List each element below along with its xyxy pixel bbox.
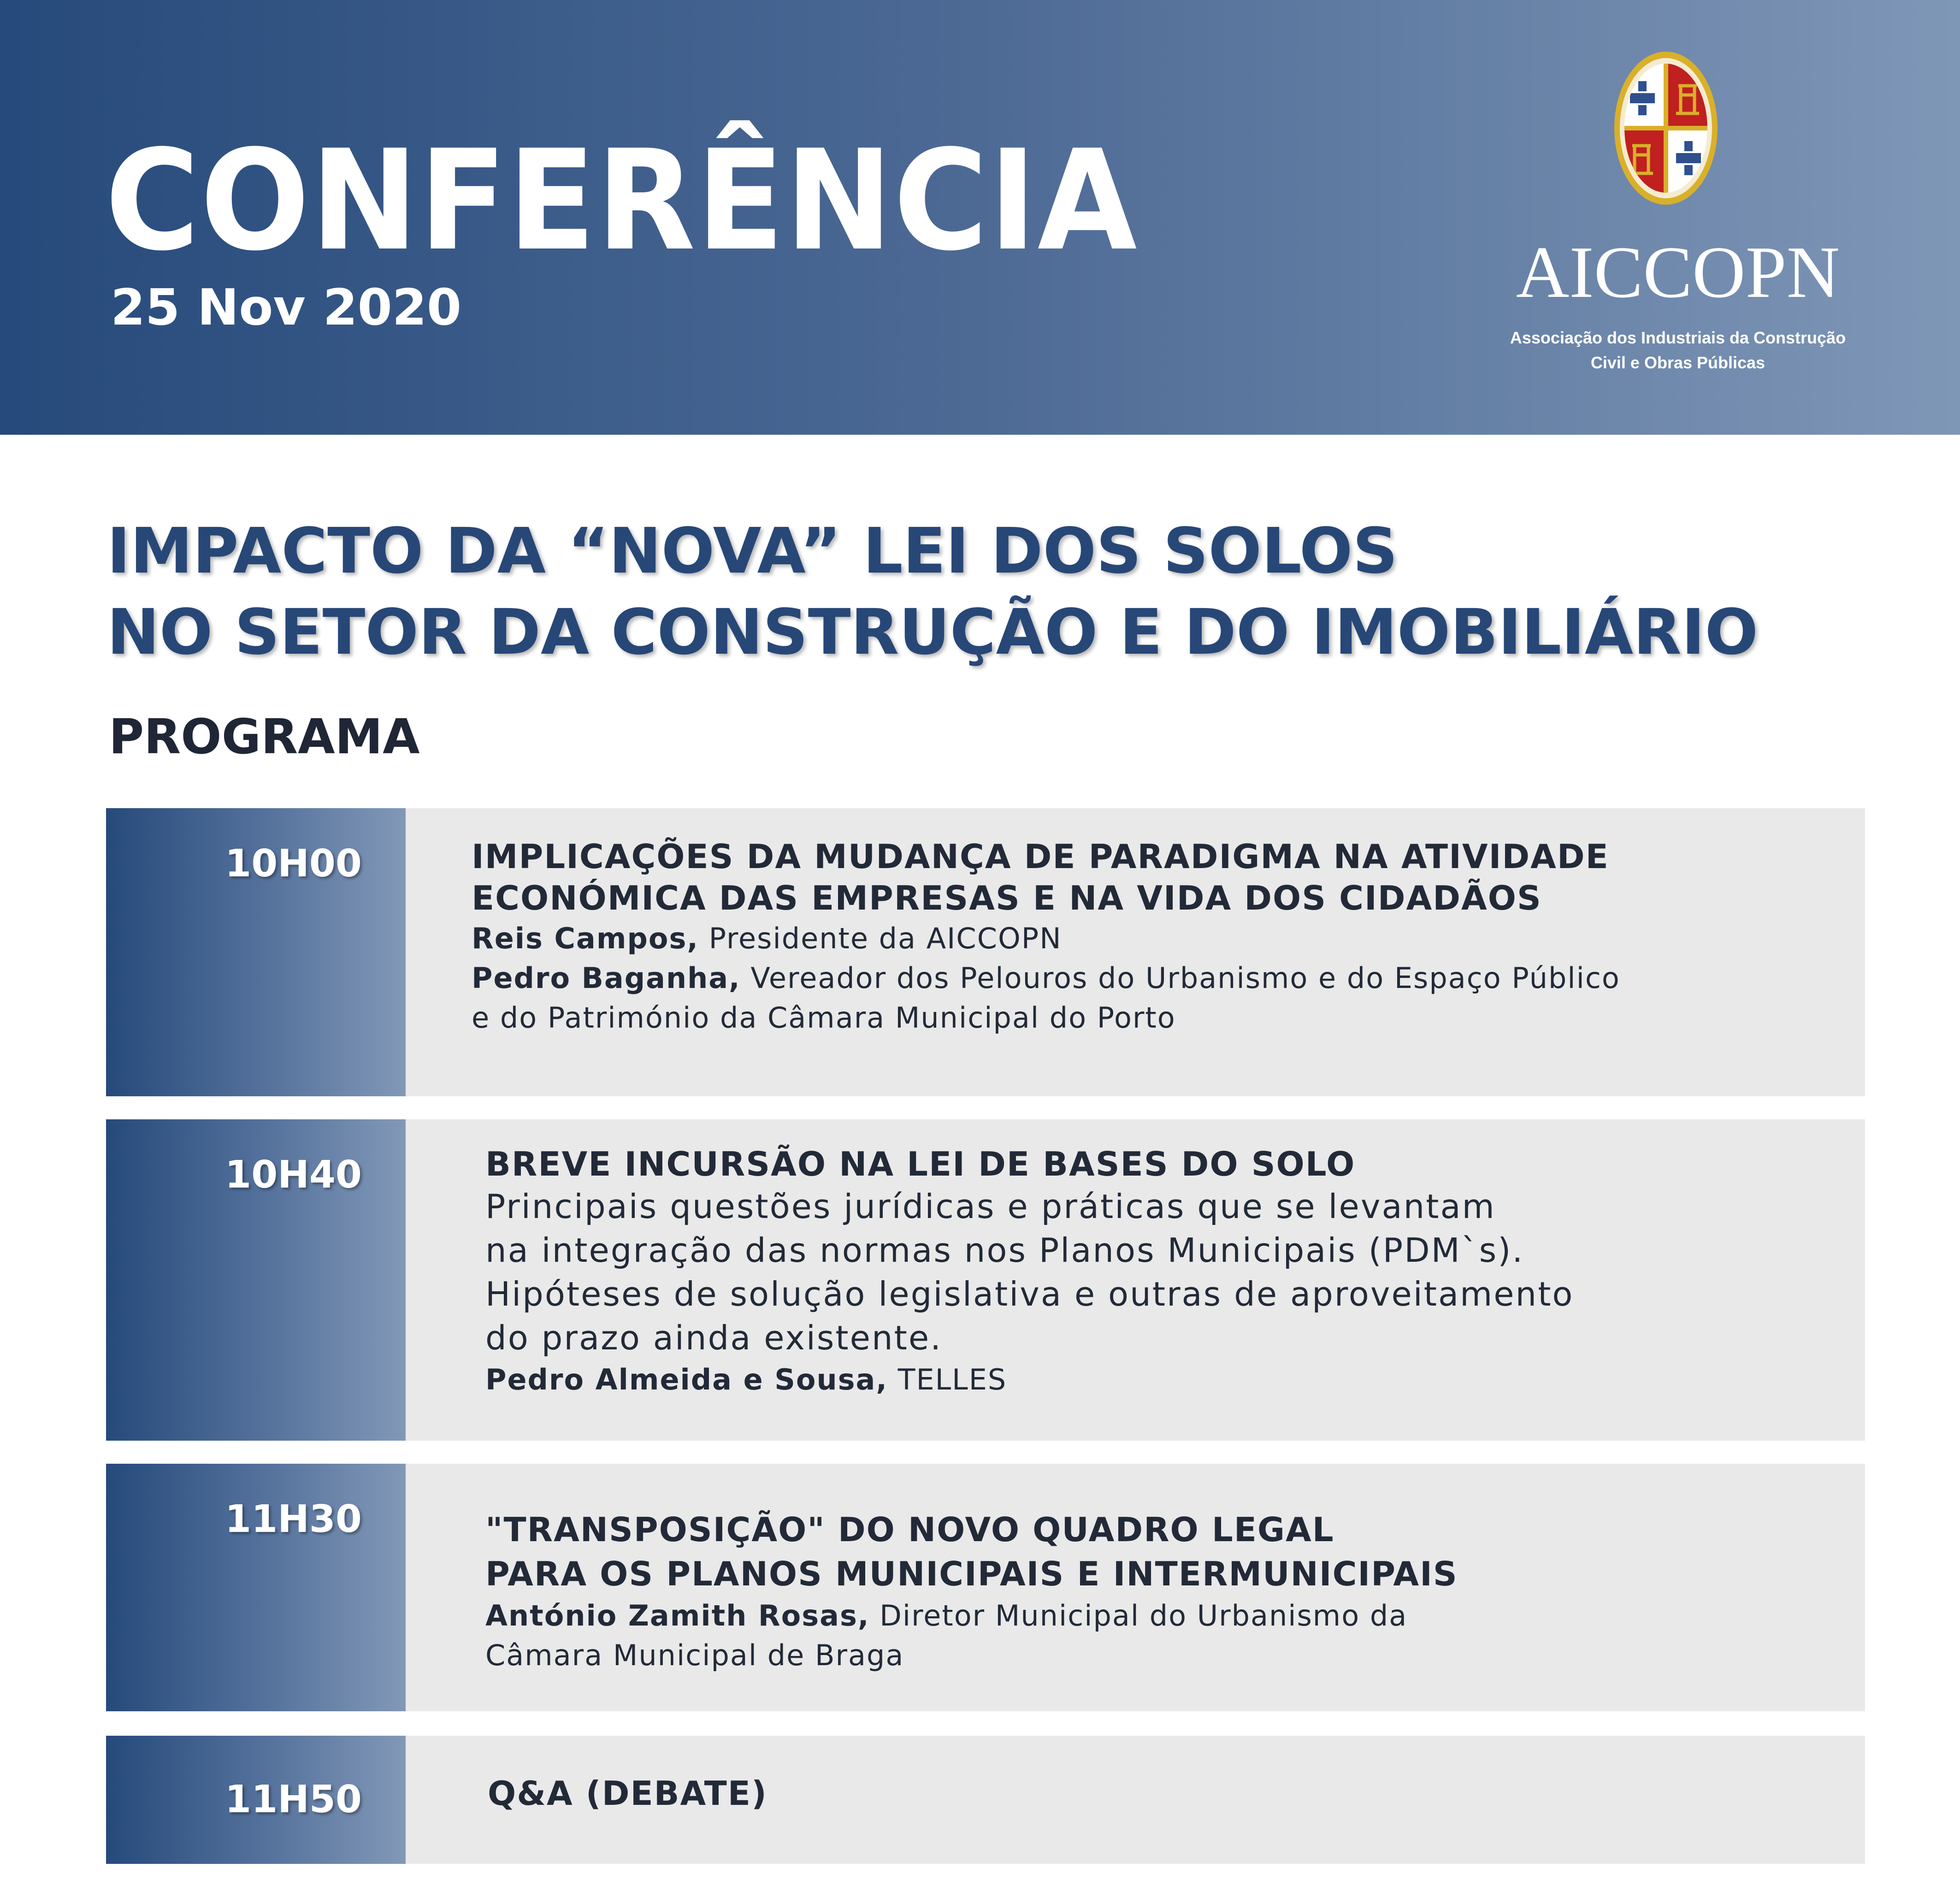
program-heading: PROGRAMA	[109, 709, 420, 765]
speaker-line	[472, 958, 1620, 998]
session-topic-line: BREVE INCURSÃO NA LEI DE BASES DO SOLO	[485, 1145, 1356, 1183]
program-row	[106, 1464, 1865, 1711]
speaker-role: Vereador dos Pelouros do Urbanismo e do Espaço Público	[740, 961, 1620, 995]
logo-subtitle-line: Associação dos Industriais da Construção	[1510, 328, 1846, 347]
speaker-role: Presidente da AICCOPN	[698, 922, 1062, 955]
conference-date: 25 Nov 2020	[111, 279, 462, 337]
program-row	[106, 1119, 1865, 1441]
session-time: 11H30	[225, 1497, 362, 1541]
aiccopn-crest-icon	[1612, 49, 1720, 207]
speaker-name: António Zamith Rosas,	[485, 1599, 870, 1632]
speaker-role-continued: e do Património da Câmara Municipal do Porto	[472, 1001, 1176, 1035]
logo-subtitle-line: Civil e Obras Públicas	[1590, 353, 1765, 372]
session-description-line: Hipóteses de solução legislativa e outras de aproveitamento	[485, 1275, 1574, 1313]
speaker-line	[485, 1596, 1458, 1636]
aiccopn-logo-subtitle	[1475, 325, 1881, 375]
speaker-name: Pedro Almeida e Sousa,	[485, 1363, 888, 1396]
conference-title: CONFERÊNCIA	[105, 120, 1138, 281]
session-content	[485, 1508, 1458, 1675]
session-topic-line: PARA OS PLANOS MUNICIPAIS E INTERMUNICIPAIS	[485, 1555, 1458, 1593]
time-cell	[106, 1736, 406, 1864]
speaker-role: Diretor Municipal do Urbanismo da	[869, 1599, 1408, 1632]
event-title	[107, 511, 1905, 673]
speaker-line	[485, 1360, 1574, 1400]
time-cell	[106, 1119, 406, 1441]
session-topic-line: IMPLICAÇÕES DA MUDANÇA DE PARADIGMA NA ATIVIDADE	[472, 837, 1609, 876]
session-description-line: na integração das normas nos Planos Municipais (PDM`s).	[485, 1231, 1524, 1270]
header-banner	[0, 0, 1960, 435]
session-description-line: do prazo ainda existente.	[485, 1318, 942, 1357]
event-title-line: IMPACTO DA “NOVA” LEI DOS SOLOS	[107, 515, 1398, 588]
speaker-role: TELLES	[887, 1363, 1007, 1396]
session-content	[472, 836, 1620, 1038]
time-cell	[106, 1464, 406, 1711]
session-time: 11H50	[225, 1778, 362, 1821]
session-time: 10H00	[225, 842, 362, 886]
session-content	[488, 1773, 767, 1814]
session-topic-line: "TRANSPOSIÇÃO" DO NOVO QUADRO LEGAL	[485, 1510, 1334, 1549]
program-row	[106, 808, 1865, 1096]
session-content	[485, 1143, 1574, 1400]
session-topic-line: ECONÓMICA DAS EMPRESAS E NA VIDA DOS CIDADÃOS	[472, 879, 1542, 917]
speaker-name: Pedro Baganha,	[472, 961, 741, 995]
session-description-line: Principais questões jurídicas e práticas que se levantam	[485, 1187, 1496, 1226]
session-time: 10H40	[225, 1153, 362, 1197]
session-topic-line: Q&A (DEBATE)	[488, 1774, 767, 1813]
program-row	[106, 1736, 1865, 1864]
speaker-name: Reis Campos,	[472, 922, 699, 955]
time-cell	[106, 808, 406, 1096]
speaker-role-continued: Câmara Municipal de Braga	[485, 1638, 904, 1672]
aiccopn-logo-wordmark: AICCOPN	[1516, 231, 1840, 313]
speaker-line	[472, 919, 1620, 958]
event-title-line: NO SETOR DA CONSTRUÇÃO E DO IMOBILIÁRIO	[107, 596, 1759, 669]
